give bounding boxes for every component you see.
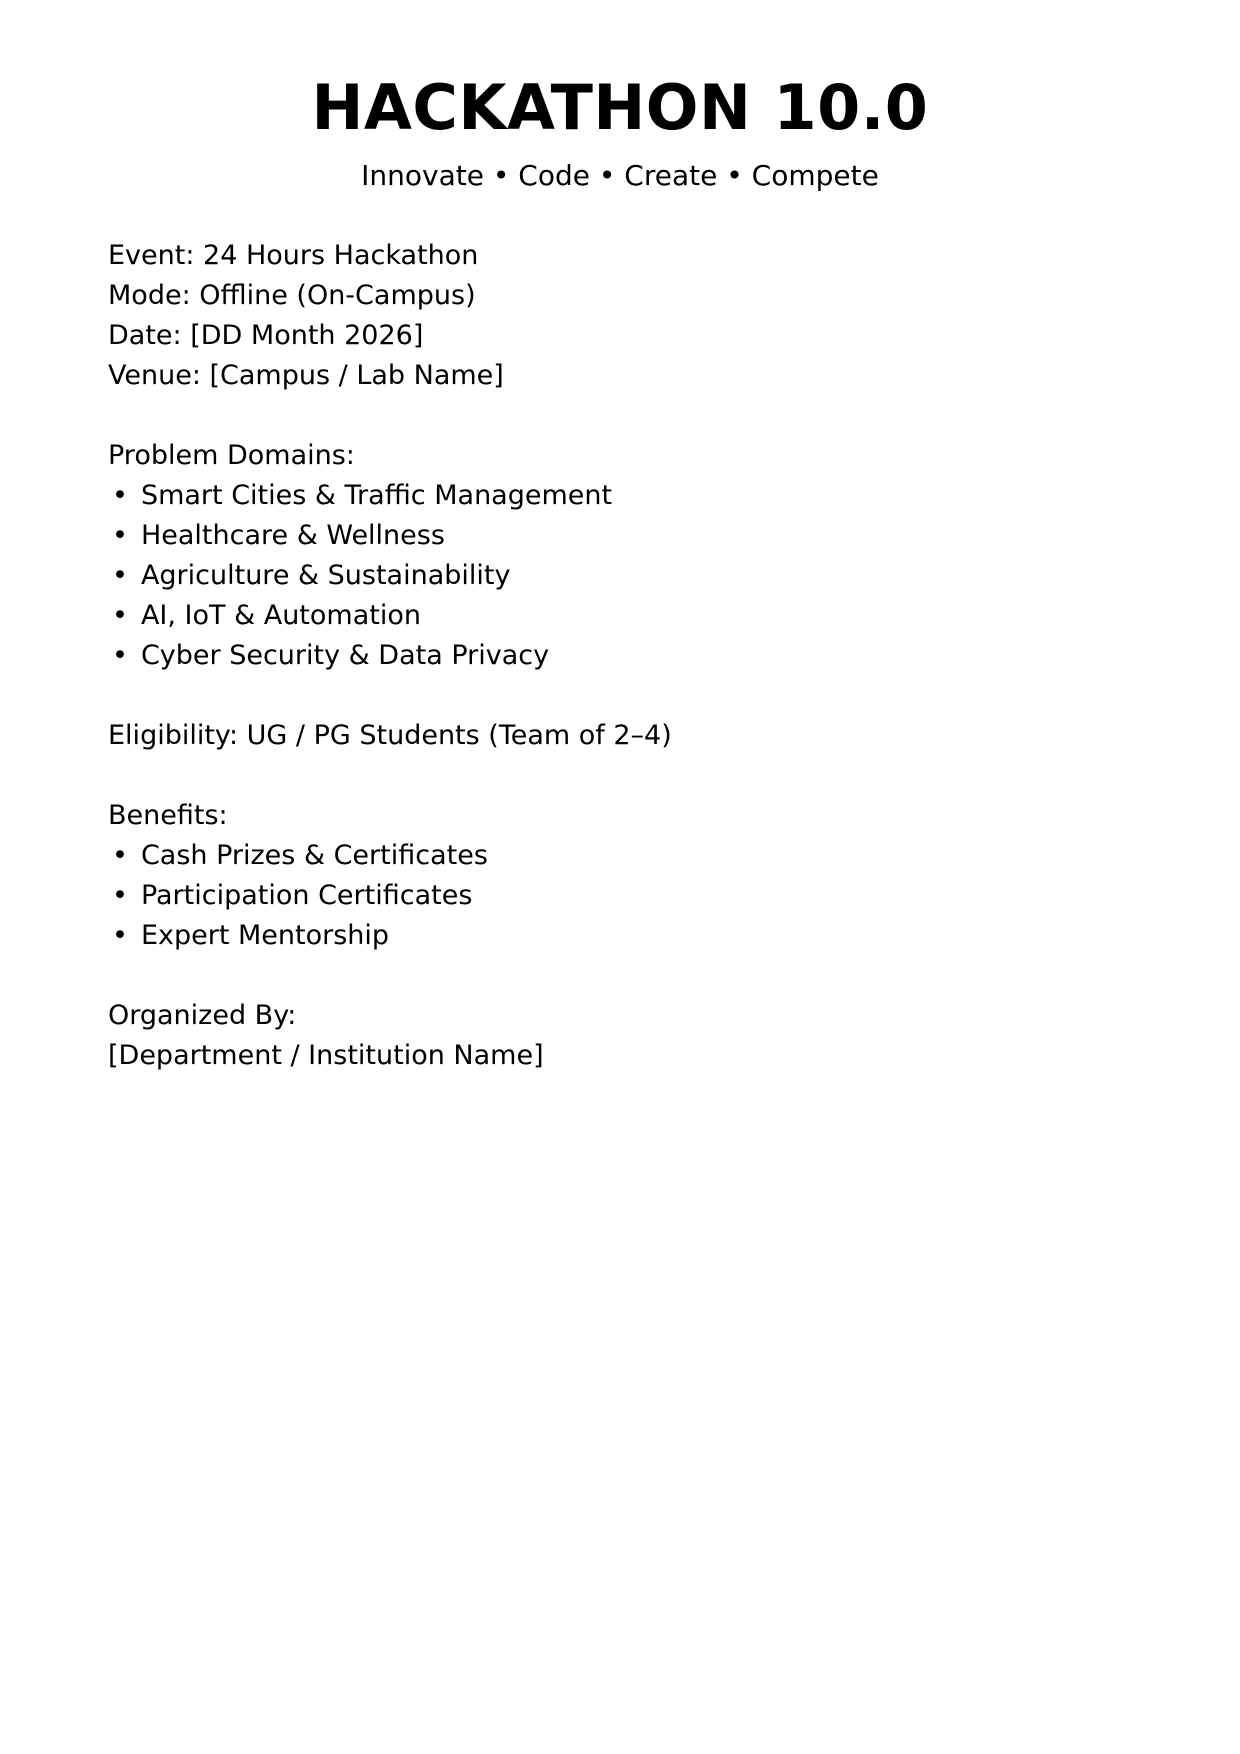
list-item-text: Agriculture & Sustainability <box>140 560 511 591</box>
bullet-icon: • <box>112 480 128 511</box>
page-subtitle: Innovate • Code • Create • Compete <box>361 159 879 192</box>
flyer-body <box>108 236 1160 1076</box>
problem-domains-block <box>108 436 1160 676</box>
mode-line: Mode: Offline (On-Campus) <box>108 280 476 311</box>
list-item <box>108 876 1160 916</box>
list-item <box>108 596 1160 636</box>
list-item <box>108 916 1160 956</box>
bullet-icon: • <box>112 640 128 671</box>
eligibility-block <box>108 716 1160 756</box>
list-item <box>108 476 1160 516</box>
event-info-block <box>108 236 1160 396</box>
benefits-heading: Benefits: <box>108 800 228 831</box>
event-line: Event: 24 Hours Hackathon <box>108 240 479 271</box>
bullet-icon: • <box>112 520 128 551</box>
list-item <box>108 516 1160 556</box>
list-item-text: AI, IoT & Automation <box>140 600 421 631</box>
page-title: HACKATHON 10.0 <box>311 71 929 144</box>
list-item-text: Cash Prizes & Certificates <box>140 840 488 871</box>
list-item-text: Healthcare & Wellness <box>140 520 445 551</box>
organizer-name: [Department / Institution Name] <box>108 1040 544 1071</box>
list-item-text: Expert Mentorship <box>140 920 390 951</box>
list-item <box>108 636 1160 676</box>
list-item <box>108 836 1160 876</box>
organizer-heading: Organized By: <box>108 1000 297 1031</box>
bullet-icon: • <box>112 880 128 911</box>
eligibility-line: Eligibility: UG / PG Students (Team of 2–4) <box>108 720 672 751</box>
list-item-text: Cyber Security & Data Privacy <box>140 640 550 671</box>
benefits-block <box>108 796 1160 956</box>
list-item <box>108 556 1160 596</box>
bullet-icon: • <box>112 600 128 631</box>
problem-domains-heading: Problem Domains: <box>108 440 355 471</box>
organizer-block <box>108 996 1160 1076</box>
date-line: Date: [DD Month 2026] <box>108 320 424 351</box>
list-item-text: Participation Certificates <box>140 880 473 911</box>
venue-line: Venue: [Campus / Lab Name] <box>108 360 504 391</box>
bullet-icon: • <box>112 920 128 951</box>
bullet-icon: • <box>112 840 128 871</box>
bullet-icon: • <box>112 560 128 591</box>
list-item-text: Smart Cities & Traffic Management <box>140 480 613 511</box>
